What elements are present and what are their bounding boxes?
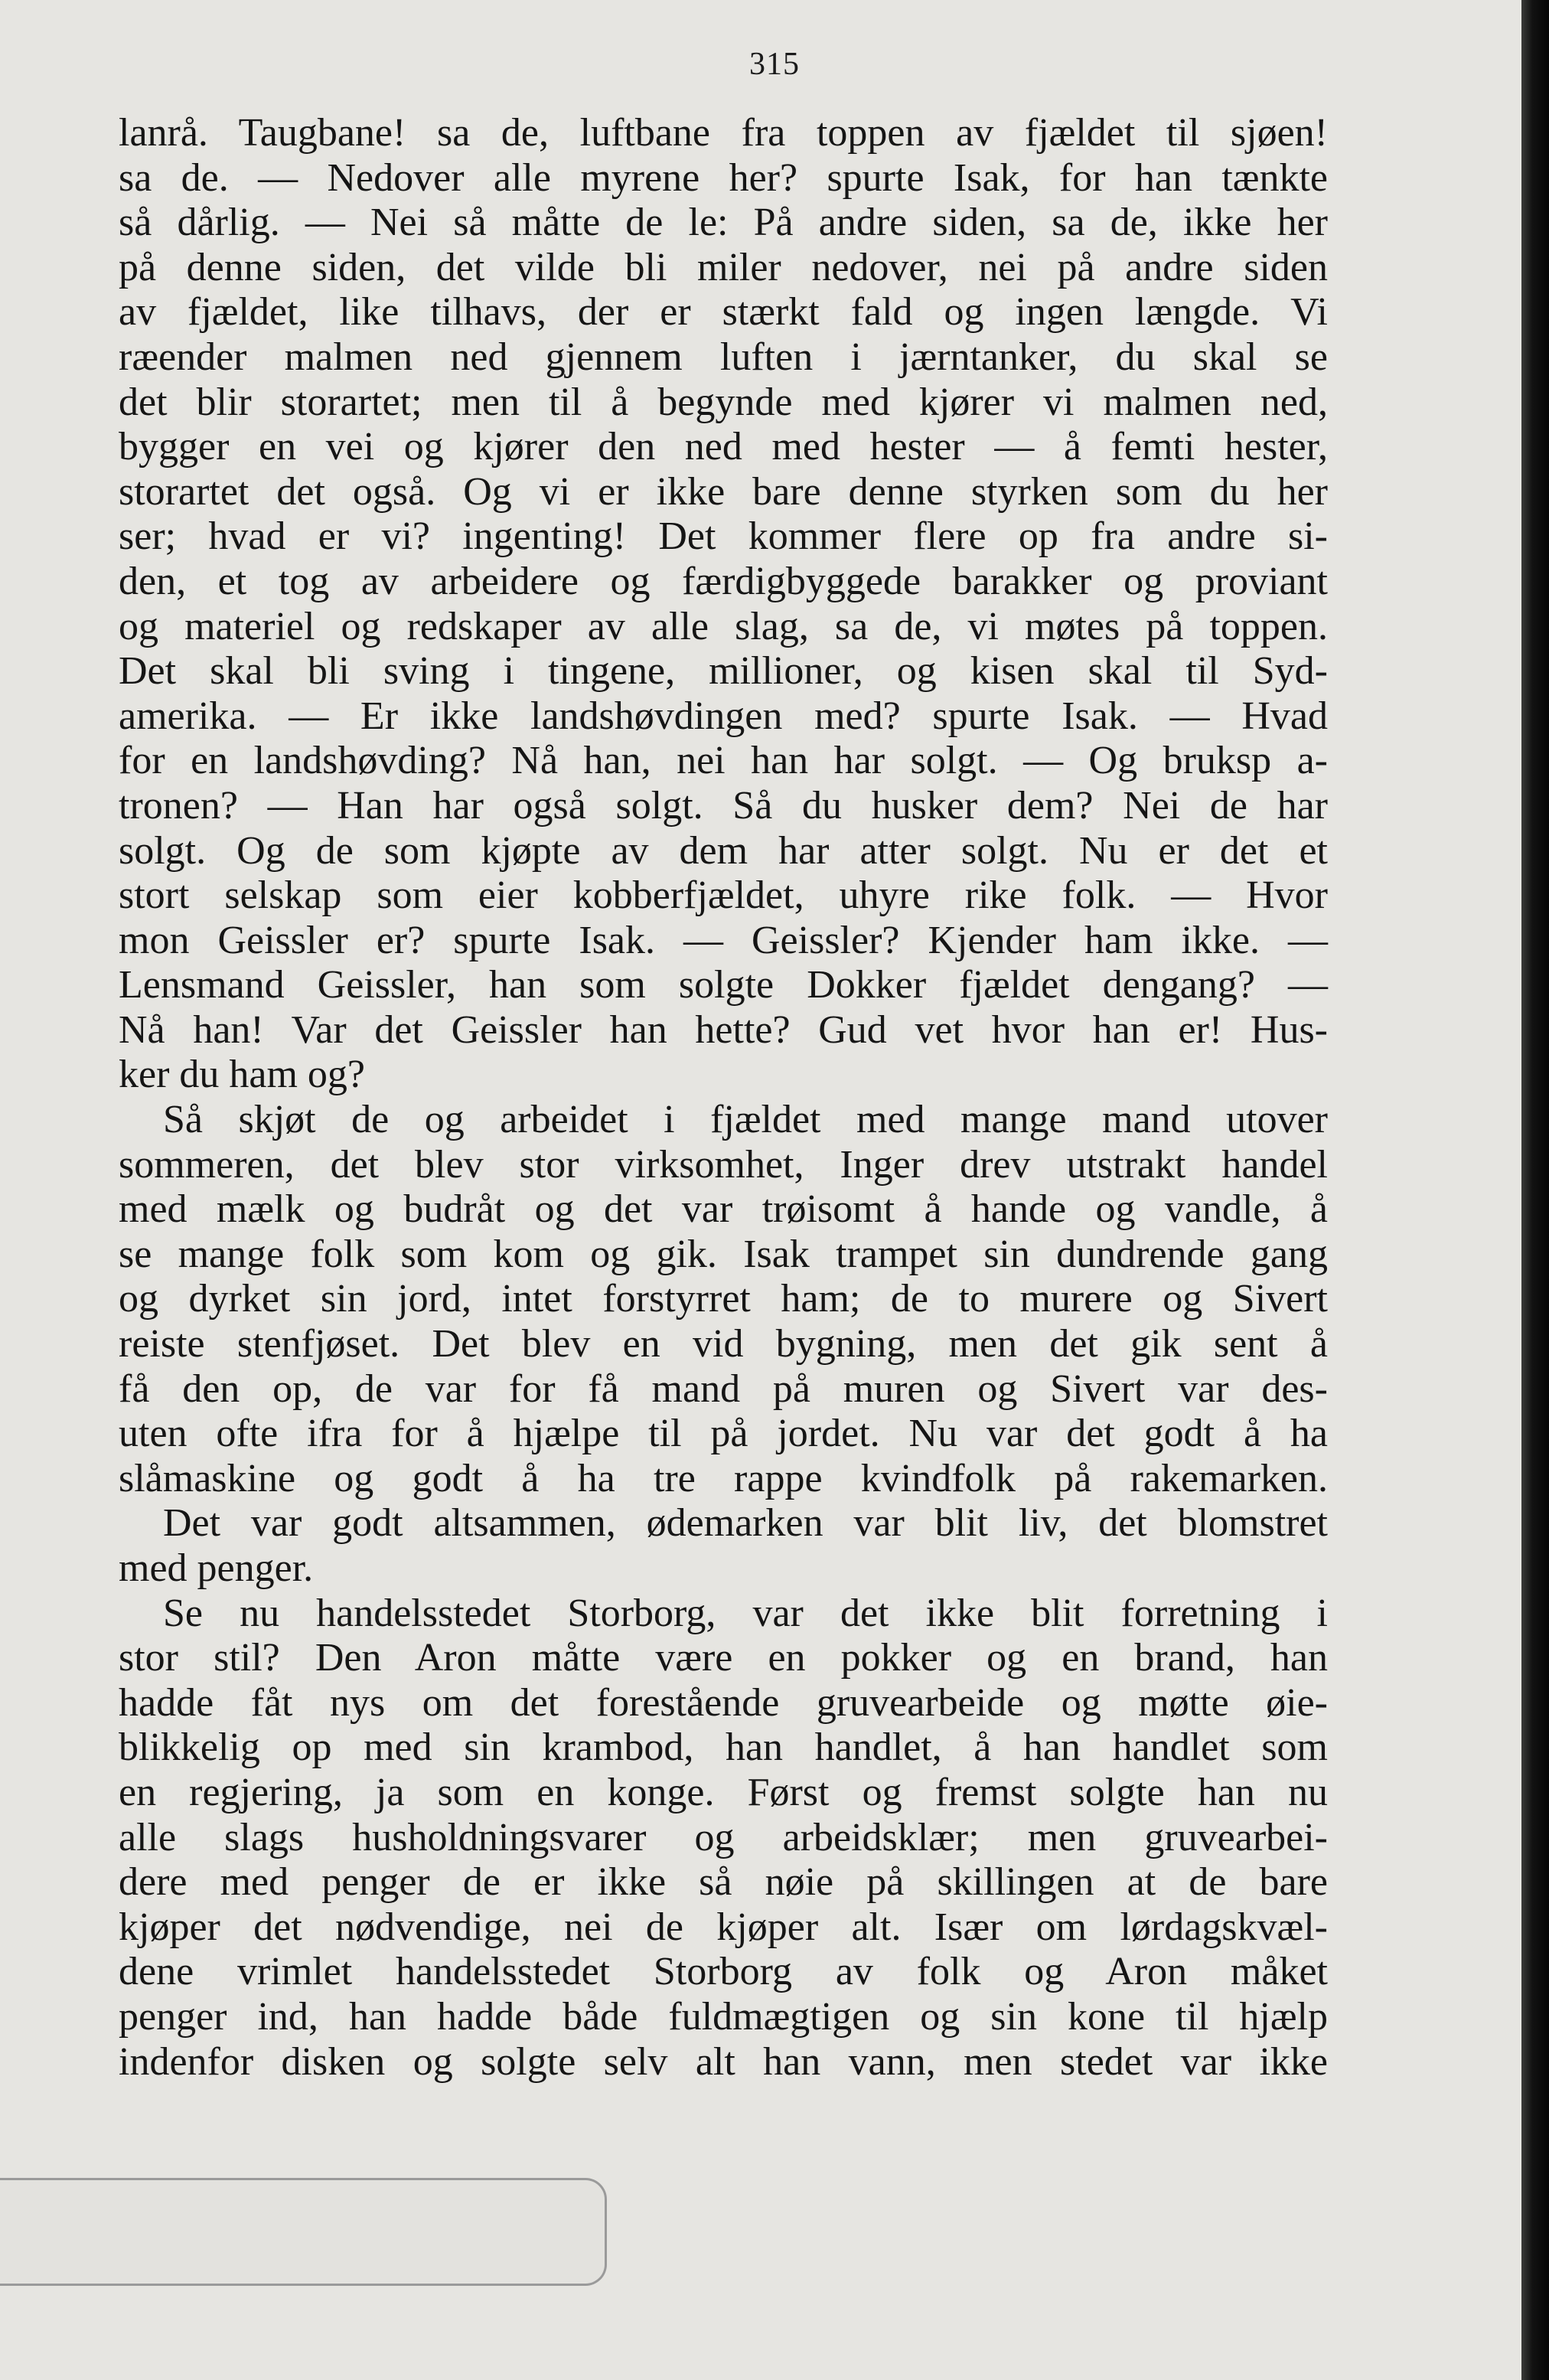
text-line: en regjering, ja som en konge. Først og fremst solgte han nu [119, 1770, 1328, 1814]
text-line: og dyrket sin jord, intet forstyrret ham; de to murere og Sivert [119, 1277, 1328, 1321]
text-line: mon Geissler er? spurte Isak. — Geissler? Kjender ham ikke. — [119, 918, 1328, 962]
text-line: på denne siden, det vilde bli miler nedover, nei på andre siden [119, 245, 1328, 289]
text-line: penger ind, han hadde både fuldmægtigen og sin kone til hjælp [119, 1994, 1328, 2039]
text-line: Så skjøt de og arbeidet i fjældet med mange mand utover [163, 1098, 1328, 1142]
text-line: reiste stenfjøset. Det blev en vid bygning, men det gik sent å [119, 1322, 1328, 1366]
text-line: den, et tog av arbeidere og færdigbyggede barakker og proviant [119, 559, 1328, 603]
text-line: indenfor disken og solgte selv alt han vann, men stedet var ikke [119, 2039, 1328, 2084]
page-edge-shadow [1521, 0, 1549, 2380]
text-line: amerika. — Er ikke landshøvdingen med? spurte Isak. — Hvad [119, 694, 1328, 738]
text-line: bygger en vei og kjører den ned med hester — å femti hester, [119, 425, 1328, 469]
text-line: Det skal bli sving i tingene, millioner, og kisen skal til Syd- [119, 649, 1328, 694]
text-line: lanrå. Taugbane! sa de, luftbane fra toppen av fjældet til sjøen! [119, 111, 1328, 155]
text-line: Se nu handelsstedet Storborg, var det ikke blit forretning i [163, 1591, 1328, 1635]
text-line: tronen? — Han har også solgt. Så du husker dem? Nei de har [119, 783, 1328, 828]
text-line: hadde fåt nys om det forestående gruvearbeide og møtte øie- [119, 1680, 1328, 1725]
text-line: stort selskap som eier kobberfjældet, uhyre rike folk. — Hvor [119, 873, 1328, 918]
text-line: med penger. [119, 1546, 314, 1590]
text-line: dere med penger de er ikke så nøie på skillingen at de bare [119, 1860, 1328, 1905]
text-line: sommeren, det blev stor virksomhet, Inger drev utstrakt handel [119, 1142, 1328, 1187]
text-line: slåmaskine og godt å ha tre rappe kvindfolk på rakemarken. [119, 1456, 1328, 1500]
text-line: av fjældet, like tilhavs, der er stærkt fald og ingen længde. Vi [119, 290, 1328, 335]
text-line: solgt. Og de som kjøpte av dem har atter solgt. Nu er det et [119, 828, 1328, 873]
page-number: 315 [749, 47, 800, 82]
text-line: så dårlig. — Nei så måtte de le: På andre siden, sa de, ikke her [119, 201, 1328, 245]
text-line: sa de. — Nedover alle myrene her? spurte Isak, for han tænkte [119, 155, 1328, 200]
text-line: alle slags husholdningsvarer og arbeidsklær; men gruvearbei- [119, 1815, 1328, 1859]
text-line: ker du ham og? [119, 1053, 366, 1097]
text-line: det blir storartet; men til å begynde med kjører vi malmen ned, [119, 380, 1328, 424]
text-line: for en landshøvding? Nå han, nei han har solgt. — Og bruksp a- [119, 739, 1328, 783]
text-line: ser; hvad er vi? ingenting! Det kommer flere op fra andre si- [119, 514, 1328, 559]
text-line: Det var godt altsammen, ødemarken var blit liv, det blomstret [163, 1501, 1328, 1546]
text-line: Lensmand Geissler, han som solgte Dokker fjældet dengang? — [119, 963, 1328, 1007]
text-line: blikkelig op med sin krambod, han handlet, å han handlet som [119, 1725, 1328, 1770]
text-line: kjøper det nødvendige, nei de kjøper alt. Især om lørdagskvæl- [119, 1905, 1328, 1949]
text-line: se mange folk som kom og gik. Isak trampet sin dundrende gang [119, 1232, 1328, 1276]
text-line: Nå han! Var det Geissler han hette? Gud vet hvor han er! Hus- [119, 1007, 1328, 1052]
text-line: ræender malmen ned gjennem luften i jærntanker, du skal se [119, 335, 1328, 379]
body-text [119, 111, 1328, 2085]
text-line: med mælk og budråt og det var trøisomt å hande og vandle, å [119, 1187, 1328, 1232]
text-line: uten ofte ifra for å hjælpe til på jordet. Nu var det godt å ha [119, 1412, 1328, 1456]
text-line: og materiel og redskaper av alle slag, sa de, vi møtes på toppen. [119, 604, 1328, 648]
text-line: stor stil? Den Aron måtte være en pokker og en brand, han [119, 1636, 1328, 1680]
page-tab-stub [0, 2178, 607, 2286]
text-line: få den op, de var for få mand på muren og Sivert var des- [119, 1366, 1328, 1411]
text-line: storartet det også. Og vi er ikke bare denne styrken som du her [119, 469, 1328, 514]
text-line: dene vrimlet handelsstedet Storborg av folk og Aron måket [119, 1950, 1328, 1994]
